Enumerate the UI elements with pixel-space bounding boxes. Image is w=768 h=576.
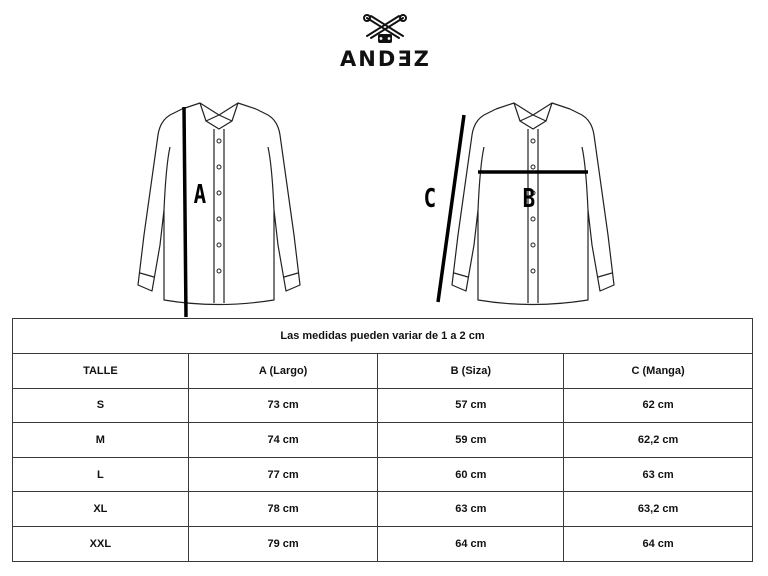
header-chest: B (Siza) [378,354,564,389]
sleeve-cell: 64 cm [564,526,753,561]
length-cell: 77 cm [188,457,378,492]
length-measure-line [184,107,186,317]
length-cell: 73 cm [188,388,378,423]
shirt-front-diagram [130,95,310,320]
size-cell: XL [13,492,189,527]
size-cell: L [13,457,189,492]
sleeve-cell: 63,2 cm [564,492,753,527]
size-cell: M [13,423,189,458]
length-cell: 78 cm [188,492,378,527]
length-cell: 79 cm [188,526,378,561]
note-cell: Las medidas pueden variar de 1 a 2 cm [13,319,753,354]
brand-wordmark: ANDƎZ [340,47,431,71]
header-length: A (Largo) [188,354,378,389]
chest-cell: 57 cm [378,388,564,423]
chest-cell: 64 cm [378,526,564,561]
chest-cell: 60 cm [378,457,564,492]
sleeve-cell: 63 cm [564,457,753,492]
size-cell: XXL [13,526,189,561]
table-row [13,457,753,492]
sleeve-cell: 62 cm [564,388,753,423]
chest-cell: 59 cm [378,423,564,458]
note-row [13,319,753,354]
chest-cell: 63 cm [378,492,564,527]
size-chart-table [12,318,753,562]
sleeve-cell: 62,2 cm [564,423,753,458]
brand-logo [340,14,430,78]
size-cell: S [13,388,189,423]
marker-b: B [522,184,536,214]
marker-a: A [193,180,207,210]
crossed-safety-pins-icon [361,14,409,46]
sleeve-measure-line [438,115,464,302]
table-row [13,388,753,423]
header-size: TALLE [13,354,189,389]
table-row [13,423,753,458]
marker-c: C [423,184,437,214]
header-sleeve: C (Manga) [564,354,753,389]
length-cell: 74 cm [188,423,378,458]
header-row [13,354,753,389]
table-row [13,526,753,561]
table-row [13,492,753,527]
